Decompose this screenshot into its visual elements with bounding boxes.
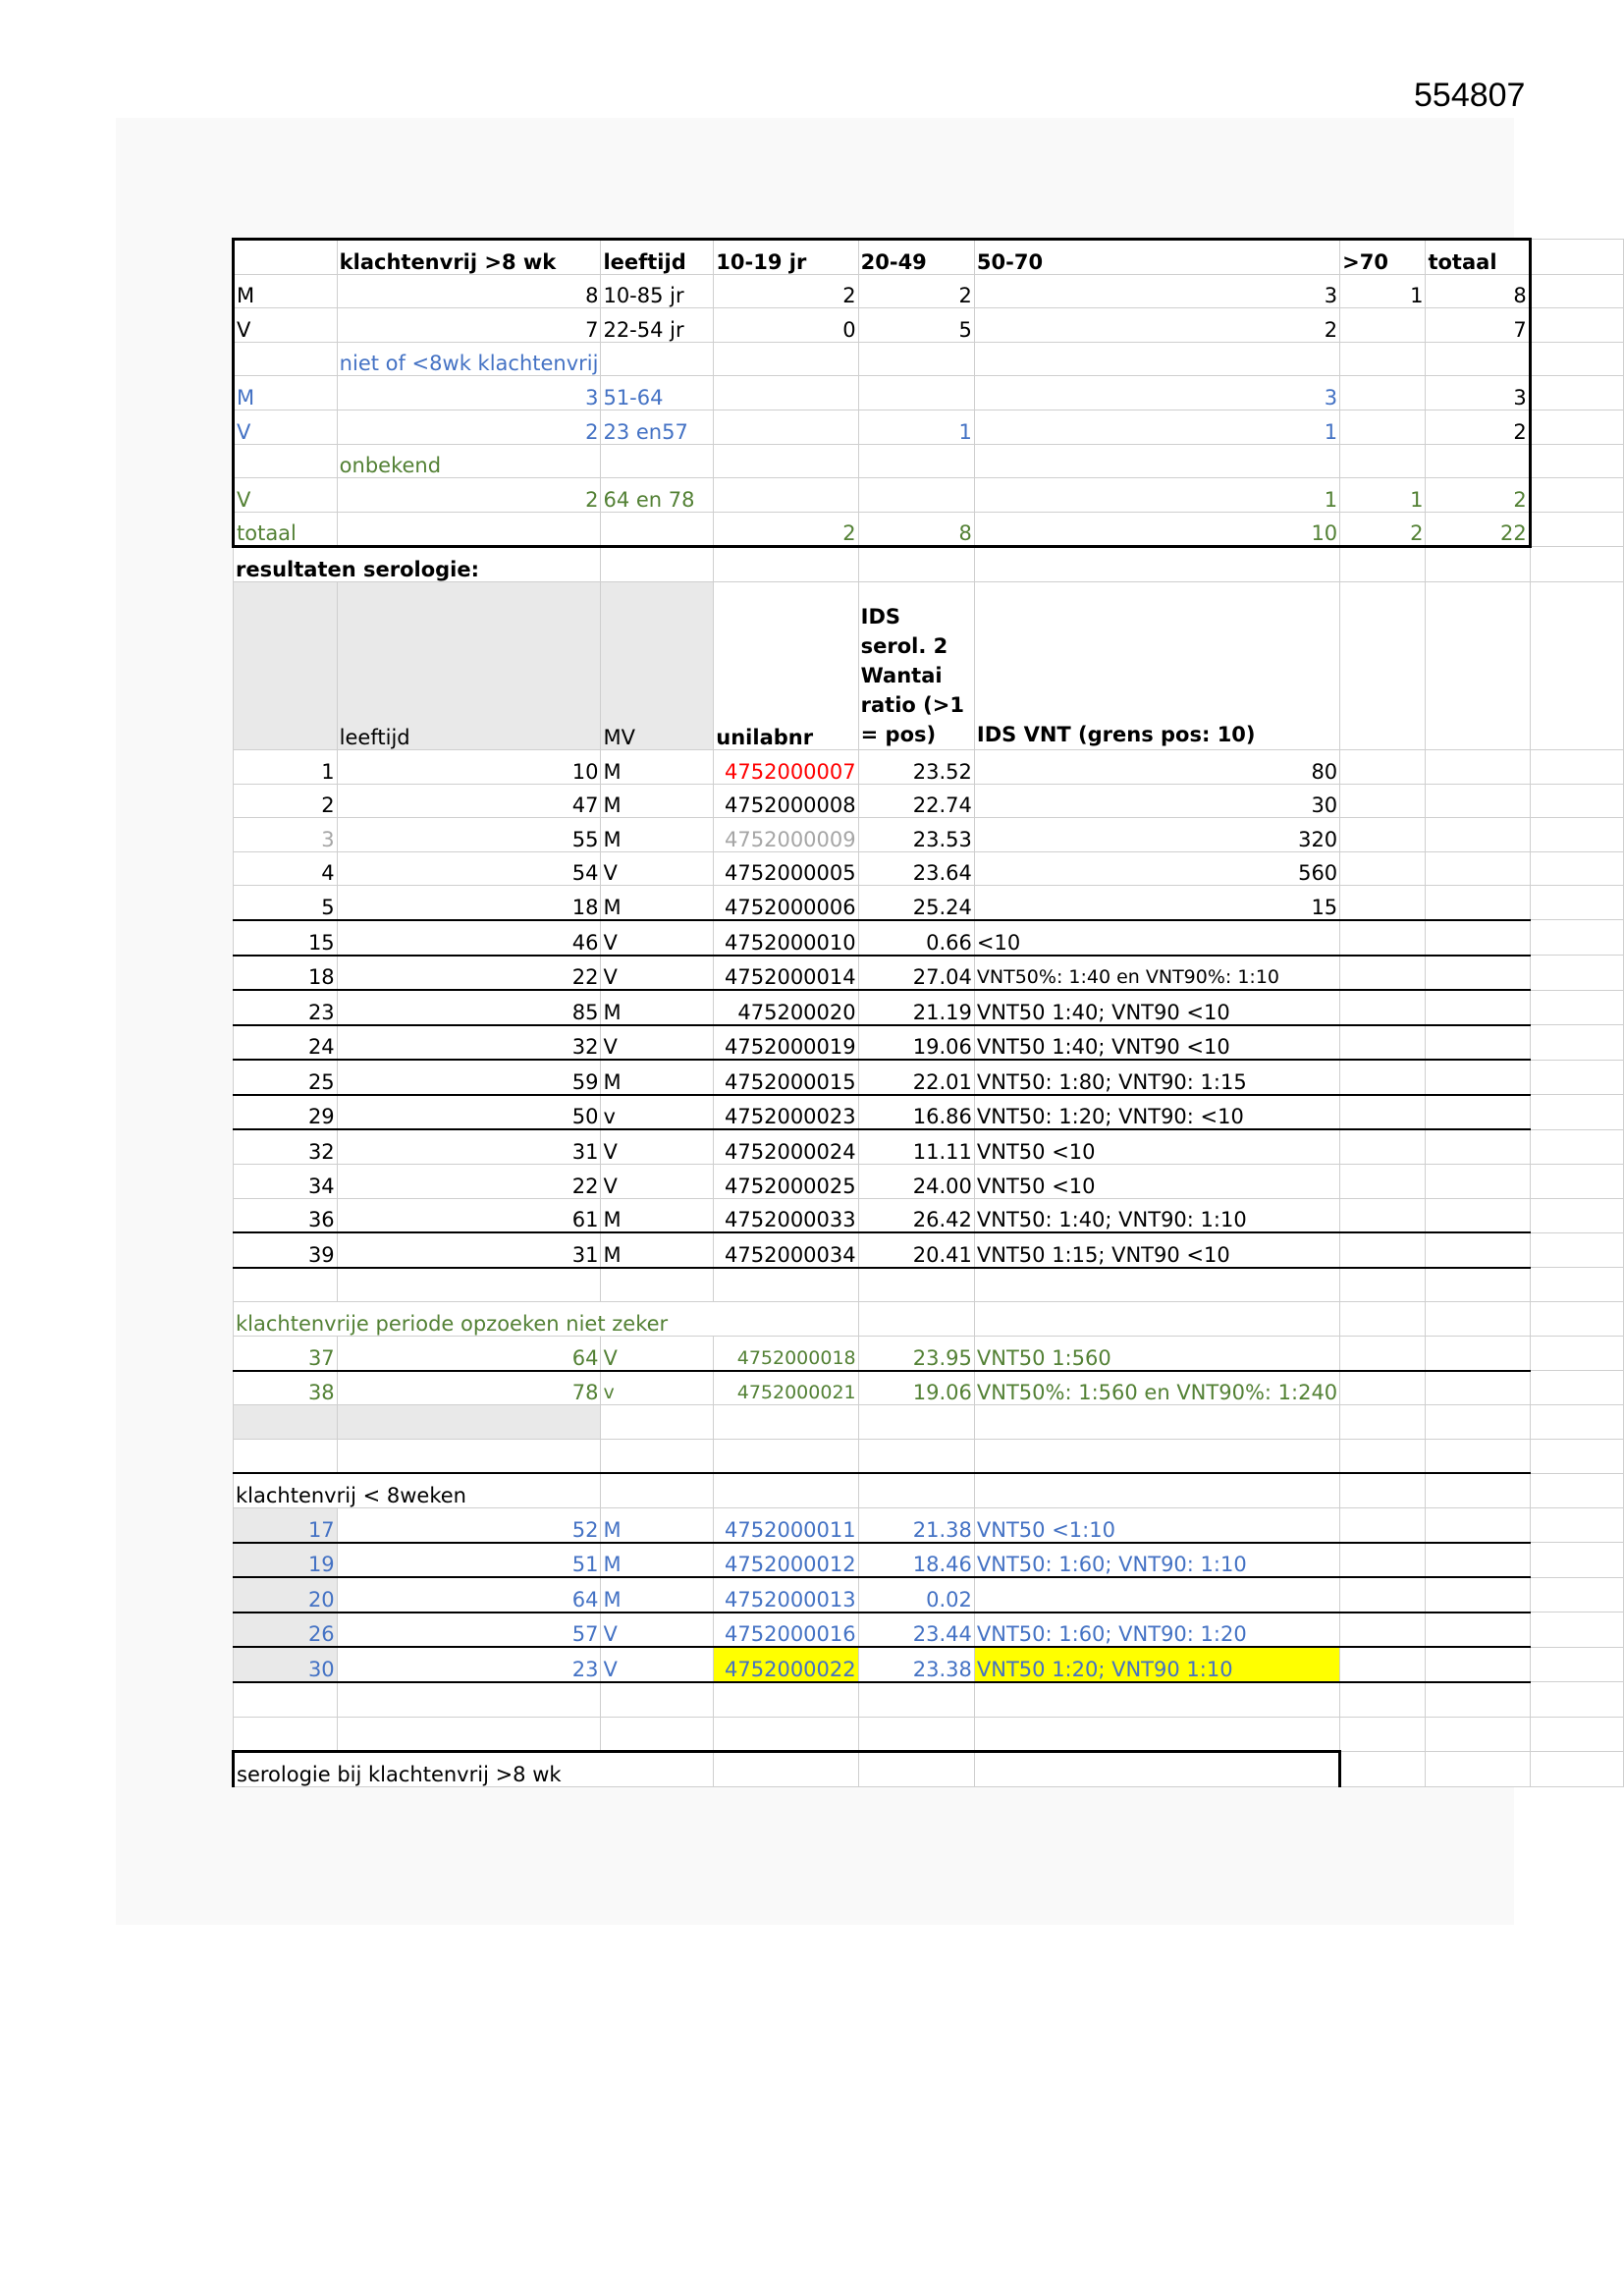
group-title: klachtenvrije periode opzoeken niet zeker [234, 1302, 859, 1337]
table-row: 32 31 V 4752000024 11.11 VNT50 <10 [234, 1129, 1624, 1164]
table-row: 39 31 M 4752000034 20.41 VNT50 1:15; VNT90 <10 [234, 1232, 1624, 1268]
summary-subheader-row [234, 444, 1624, 478]
table-row: 26 57 V 4752000016 23.44 VNT50: 1:60; VNT90: 1:20 [234, 1613, 1624, 1648]
header-cell: >70 [1340, 240, 1426, 275]
header-cell: IDS serol. 2 Wantai ratio (>1 = pos) [858, 581, 974, 749]
header-cell: klachtenvrij >8 wk [337, 240, 601, 275]
spreadsheet-table [232, 238, 1624, 1787]
empty-row [234, 1717, 1624, 1752]
highlighted-cell: VNT50 1:20; VNT90 1:10 [974, 1647, 1339, 1682]
header-cell: 10-19 jr [714, 240, 858, 275]
header-cell: leeftijd [601, 240, 714, 275]
table-row: 24 32 V 4752000019 19.06 VNT50 1:40; VNT90 <10 [234, 1025, 1624, 1061]
table-row: 23 85 M 475200020 21.19 VNT50 1:40; VNT90 <10 [234, 990, 1624, 1025]
summary-row: V 2 64 en 78 1 1 2 [234, 478, 1624, 513]
serology-header-row [234, 581, 1624, 749]
table-row: 15 46 V 4752000010 0.66 <10 [234, 920, 1624, 956]
summary-header-row [234, 240, 1624, 275]
group-label: onbekend [337, 444, 601, 478]
group-title-row [234, 1473, 1624, 1507]
summary-subheader-row [234, 342, 1624, 376]
table-row: 20 64 M 4752000013 0.02 [234, 1577, 1624, 1613]
header-cell: leeftijd [337, 581, 601, 749]
table-row: 38 78 v 4752000021 19.06 VNT50%: 1:560 en VNT90%: 1:240 [234, 1371, 1624, 1405]
table-row: 3 55 M 4752000009 23.53 320 [234, 818, 1624, 852]
table-row: 34 22 V 4752000025 24.00 VNT50 <10 [234, 1165, 1624, 1199]
highlighted-cell: 4752000022 [714, 1647, 858, 1682]
table-row: 37 64 V 4752000018 23.95 VNT50 1:560 [234, 1337, 1624, 1371]
empty-row [234, 1682, 1624, 1717]
summary-row: V 7 22-54 jr 0 5 2 7 [234, 308, 1624, 343]
empty-row [234, 1439, 1624, 1473]
footer-label: serologie bij klachtenvrij >8 wk [234, 1752, 714, 1787]
empty-row [234, 1268, 1624, 1302]
table-row: 1 10 M 4752000007 23.52 80 [234, 749, 1624, 784]
summary-row: V 2 23 en57 1 1 2 [234, 410, 1624, 444]
summary-row: M 3 51-64 3 3 [234, 376, 1624, 410]
header-cell: MV [601, 581, 714, 749]
header-cell: 20-49 [858, 240, 974, 275]
header-cell [234, 240, 338, 275]
header-cell: totaal [1426, 240, 1530, 275]
table-row: 19 51 M 4752000012 18.46 VNT50: 1:60; VNT90: 1:10 [234, 1543, 1624, 1578]
table-row: 18 22 V 4752000014 27.04 VNT50%: 1:40 en VNT90%: 1:10 [234, 956, 1624, 991]
group-label: niet of <8wk klachtenvrij [337, 342, 601, 376]
footer-row [234, 1752, 1624, 1787]
table-row: 36 61 M 4752000033 26.42 VNT50: 1:40; VNT90: 1:10 [234, 1198, 1624, 1232]
summary-total-row: totaal 2 8 10 2 22 [234, 512, 1624, 547]
group-title-row [234, 1302, 1624, 1337]
table-row: 29 50 v 4752000023 16.86 VNT50: 1:20; VNT90: <10 [234, 1095, 1624, 1130]
empty-row [234, 1405, 1624, 1440]
table-row: 4 54 V 4752000005 23.64 560 [234, 851, 1624, 886]
table-row: 25 59 M 4752000015 22.01 VNT50: 1:80; VNT90: 1:15 [234, 1060, 1624, 1095]
group-title: klachtenvrij < 8weken [234, 1473, 601, 1507]
table-row: 2 47 M 4752000008 22.74 30 [234, 784, 1624, 818]
header-cell: IDS VNT (grens pos: 10) [974, 581, 1339, 749]
header-cell: 50-70 [974, 240, 1339, 275]
section-title: resultaten serologie: [234, 547, 601, 582]
summary-row: M 8 10-85 jr 2 2 3 1 8 [234, 274, 1624, 308]
table-row: 30 23 V 4752000022 23.38 VNT50 1:20; VNT90 1:10 [234, 1647, 1624, 1682]
serology-title-row [234, 547, 1624, 582]
header-cell: unilabnr [714, 581, 858, 749]
document-number: 554807 [1414, 77, 1526, 114]
table-row: 17 52 M 4752000011 21.38 VNT50 <1:10 [234, 1508, 1624, 1543]
table-row: 5 18 M 4752000006 25.24 15 [234, 886, 1624, 920]
